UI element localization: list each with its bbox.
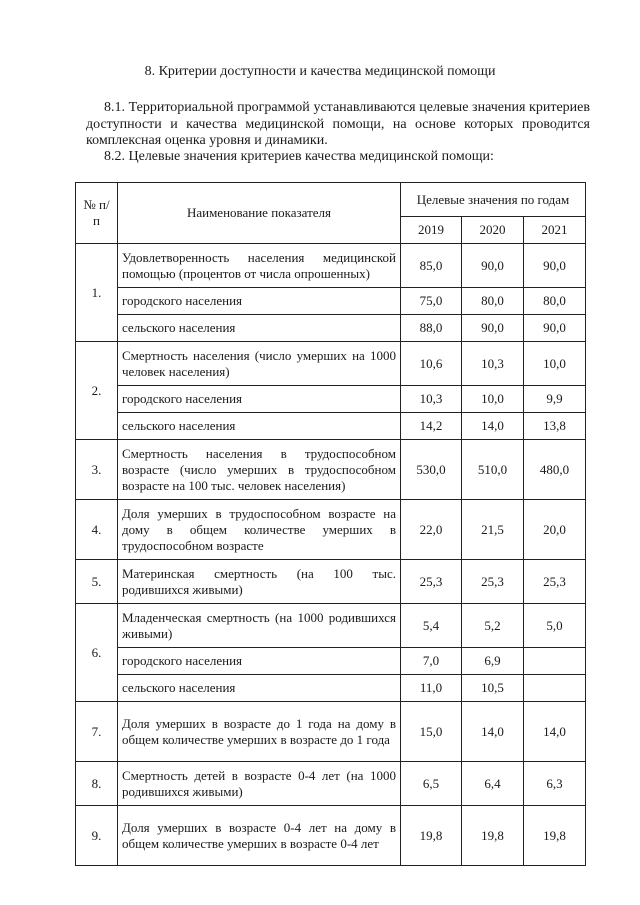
value-2021: 19,8 xyxy=(524,806,586,866)
indicator-name: Доля умерших в возрасте 0-4 лет на дому в общем количестве умерших в возрасте 0-4 лет xyxy=(118,806,401,866)
row-number: 4. xyxy=(76,500,118,560)
row-number: 7. xyxy=(76,702,118,762)
value-2019: 88,0 xyxy=(401,315,462,342)
table-row xyxy=(76,806,586,866)
row-number: 8. xyxy=(76,762,118,806)
table-row xyxy=(76,244,586,288)
table-row xyxy=(76,500,586,560)
row-number: 3. xyxy=(76,440,118,500)
header-year: 2019 xyxy=(401,217,462,244)
indicator-name: городского населения xyxy=(118,288,401,315)
header-num: № п/п xyxy=(76,183,118,244)
value-2019: 530,0 xyxy=(401,440,462,500)
table-row xyxy=(76,315,586,342)
table-row xyxy=(76,648,586,675)
header-year: 2021 xyxy=(524,217,586,244)
value-2020: 21,5 xyxy=(462,500,524,560)
value-2019: 75,0 xyxy=(401,288,462,315)
indicator-name: Смертность детей в возрасте 0-4 лет (на 1000 родившихся живыми) xyxy=(118,762,401,806)
indicator-name: городского населения xyxy=(118,648,401,675)
value-2021: 10,0 xyxy=(524,342,586,386)
section-title: 8. Критерии доступности и качества медицинской помощи xyxy=(144,64,496,79)
paragraph-8-1: 8.1. Территориальной программой устанавливаются целевые значения критериев доступности и качества медицинской помощи, на основе которых проводится комплексная оценка уровня и динамики. xyxy=(86,100,590,148)
value-2020: 510,0 xyxy=(462,440,524,500)
value-2020: 80,0 xyxy=(462,288,524,315)
value-2020: 10,5 xyxy=(462,675,524,702)
value-2019: 7,0 xyxy=(401,648,462,675)
value-2020: 14,0 xyxy=(462,702,524,762)
value-2021: 9,9 xyxy=(524,386,586,413)
value-2020: 6,4 xyxy=(462,762,524,806)
table-row xyxy=(76,702,586,762)
paragraph-8-2: 8.2. Целевые значения критериев качества медицинской помощи: xyxy=(104,149,494,164)
indicator-name: городского населения xyxy=(118,386,401,413)
value-2021: 13,8 xyxy=(524,413,586,440)
value-2020: 10,0 xyxy=(462,386,524,413)
value-2019: 10,3 xyxy=(401,386,462,413)
value-2019: 25,3 xyxy=(401,560,462,604)
value-2021: 80,0 xyxy=(524,288,586,315)
value-2021: 20,0 xyxy=(524,500,586,560)
value-2021: 90,0 xyxy=(524,315,586,342)
header-name: Наименование показателя xyxy=(118,183,401,244)
indicator-name: Материнская смертность (на 100 тыс. родившихся живыми) xyxy=(118,560,401,604)
indicator-name: Смертность населения в трудоспособном возрасте (число умерших в трудоспособном возрасте на 100 тыс. человек населения) xyxy=(118,440,401,500)
header-year: 2020 xyxy=(462,217,524,244)
table-row xyxy=(76,386,586,413)
value-2021 xyxy=(524,648,586,675)
value-2021: 480,0 xyxy=(524,440,586,500)
value-2020: 5,2 xyxy=(462,604,524,648)
indicator-name: Младенческая смертность (на 1000 родившихся живыми) xyxy=(118,604,401,648)
value-2020: 90,0 xyxy=(462,315,524,342)
value-2019: 85,0 xyxy=(401,244,462,288)
table-row xyxy=(76,288,586,315)
table-row xyxy=(76,762,586,806)
value-2020: 90,0 xyxy=(462,244,524,288)
value-2021: 5,0 xyxy=(524,604,586,648)
value-2020: 10,3 xyxy=(462,342,524,386)
criteria-table xyxy=(75,182,586,866)
table-row xyxy=(76,413,586,440)
value-2020: 19,8 xyxy=(462,806,524,866)
value-2020: 14,0 xyxy=(462,413,524,440)
indicator-name: сельского населения xyxy=(118,413,401,440)
indicator-name: сельского населения xyxy=(118,675,401,702)
row-number: 2. xyxy=(76,342,118,440)
row-number: 6. xyxy=(76,604,118,702)
value-2019: 6,5 xyxy=(401,762,462,806)
indicator-name: Доля умерших в трудоспособном возрасте на дому в общем количестве умерших в трудоспособном возрасте xyxy=(118,500,401,560)
value-2021: 6,3 xyxy=(524,762,586,806)
value-2020: 6,9 xyxy=(462,648,524,675)
table-row xyxy=(76,342,586,386)
value-2019: 19,8 xyxy=(401,806,462,866)
indicator-name: Смертность населения (число умерших на 1000 человек населения) xyxy=(118,342,401,386)
value-2019: 5,4 xyxy=(401,604,462,648)
value-2021: 25,3 xyxy=(524,560,586,604)
value-2019: 15,0 xyxy=(401,702,462,762)
indicator-name: сельского населения xyxy=(118,315,401,342)
value-2021: 90,0 xyxy=(524,244,586,288)
table-row xyxy=(76,440,586,500)
indicator-name: Удовлетворенность населения медицинской помощью (процентов от числа опрошенных) xyxy=(118,244,401,288)
table-row xyxy=(76,560,586,604)
value-2021: 14,0 xyxy=(524,702,586,762)
header-target-values: Целевые значения по годам xyxy=(401,183,586,217)
value-2020: 25,3 xyxy=(462,560,524,604)
value-2019: 22,0 xyxy=(401,500,462,560)
table-row xyxy=(76,675,586,702)
value-2021 xyxy=(524,675,586,702)
row-number: 1. xyxy=(76,244,118,342)
row-number: 5. xyxy=(76,560,118,604)
indicator-name: Доля умерших в возрасте до 1 года на дому в общем количестве умерших в возрасте до 1 года xyxy=(118,702,401,762)
value-2019: 10,6 xyxy=(401,342,462,386)
row-number: 9. xyxy=(76,806,118,866)
value-2019: 14,2 xyxy=(401,413,462,440)
table-row xyxy=(76,604,586,648)
value-2019: 11,0 xyxy=(401,675,462,702)
